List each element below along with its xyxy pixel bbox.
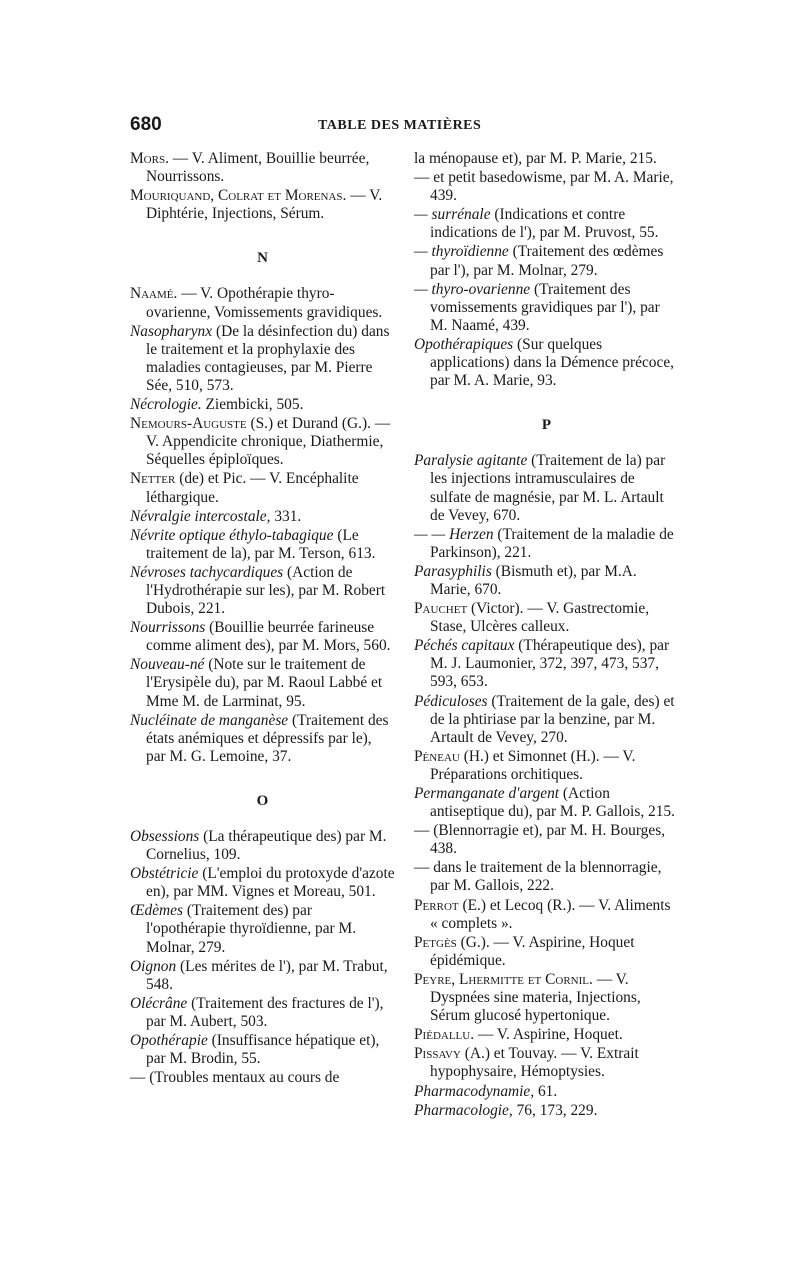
entry-heading: Oignon	[130, 957, 177, 975]
n-entries-group	[130, 285, 395, 765]
index-entry	[414, 452, 679, 524]
entry-heading: Obsessions	[130, 828, 200, 845]
entry-text: (Insuffisance hépatique et), par M. Brodin, 55.	[146, 1032, 380, 1068]
o-continued-entries-group	[414, 150, 679, 390]
entry-text: (Traitement de la) par les injections intramusculaires de sulfate de magnésie, par M. L. Artault de Vevey, 670.	[430, 452, 666, 524]
index-entry	[414, 785, 679, 821]
entry-text: (G.). — V. Aspirine, Hoquet épidémique.	[430, 933, 635, 969]
entry-heading: Névroses tachycardiques	[130, 563, 284, 581]
entry-heading: Perrot	[414, 896, 459, 914]
index-entry	[414, 243, 679, 279]
entry-text: (Action antiseptique du), par M. P. Gallois, 215.	[430, 785, 675, 821]
index-entry	[414, 1083, 679, 1101]
index-entry	[130, 1032, 395, 1068]
index-entry	[414, 971, 679, 1025]
entry-text: (H.) et Simonnet (H.). — V. Préparations orchitiques.	[430, 747, 636, 783]
entry-text: (Traitement des états anémiques et dépressifs par le), par M. G. Lemoine, 37.	[146, 711, 389, 765]
index-entry	[414, 934, 679, 970]
entry-heading: Obstétricie	[130, 865, 199, 883]
entry-heading: Péneau	[414, 747, 460, 765]
entry-text: (Traitement des) par l'opothérapie thyroïdienne, par M. Molnar, 279.	[146, 902, 357, 956]
index-entry	[130, 902, 395, 956]
index-entry	[130, 415, 395, 469]
entry-text: (Troubles mentaux au cours de	[149, 1069, 340, 1087]
entry-heading: Mors.	[130, 150, 169, 167]
section-letter-p: P	[541, 417, 552, 434]
section-letter-n: N	[257, 250, 268, 267]
entry-text: dans le traitement de la blennorragie, par M. Gallois, 222.	[430, 859, 662, 895]
page-number: 680	[130, 114, 162, 135]
entry-text: — V. Aliment, Bouillie beurrée, Nourrissons.	[146, 150, 370, 186]
entry-text: (Bouillie beurrée farineuse comme aliment des), par M. Mors, 560.	[146, 619, 391, 655]
entry-heading: Paralysie agitante	[414, 452, 528, 470]
entry-text: (Thérapeutique des), par M. J. Laumonier, 372, 397, 473, 537, 593, 653.	[430, 637, 670, 691]
m-entries-group	[130, 150, 395, 223]
index-entry	[414, 637, 679, 691]
entry-heading: Pharmacologie,	[414, 1101, 513, 1119]
entry-heading: Péchés capitaux	[414, 637, 515, 655]
entry-text: (Blennorragie et), par M. H. Bourges, 438.	[430, 822, 666, 858]
entry-heading: Nemours-Auguste	[130, 415, 247, 433]
entry-text: (Action de l'Hydrothérapie sur les), par M. Robert Dubois, 221.	[146, 563, 386, 618]
entry-heading: —	[130, 1069, 146, 1087]
index-entry	[130, 285, 395, 321]
entry-heading: Pédiculoses	[414, 692, 488, 710]
entry-text: (Indications et contre indications de l'), par M. Pruvost, 55.	[430, 206, 659, 242]
index-entry	[414, 693, 679, 747]
entry-heading: Pharmacodynamie,	[414, 1082, 535, 1100]
entry-text: (A.) et Touvay. — V. Extrait hypophysaire, Hémoptysies.	[430, 1045, 639, 1081]
entry-heading: Nouveau-né	[130, 656, 205, 674]
p-entries-group	[414, 452, 679, 1119]
index-entry	[130, 958, 395, 994]
entry-text: (Victor). — V. Gastrectomie, Stase, Ulcères calleux.	[430, 600, 650, 636]
entry-heading: Œdèmes	[130, 902, 183, 920]
entry-heading: Netter	[130, 470, 176, 488]
entry-text: 76, 173, 229.	[516, 1101, 598, 1119]
entry-text: (Bismuth et), par M.A. Marie, 670.	[430, 562, 637, 598]
entry-text: (La thérapeutique des) par M. Cornelius, 109.	[146, 828, 387, 864]
index-entry	[414, 822, 679, 858]
entry-text: (Traitement de la maladie de Parkinson), 221.	[430, 525, 674, 561]
entry-heading: —	[414, 822, 430, 840]
index-entry	[414, 526, 679, 562]
entry-text: (De la désinfection du) dans le traitement et la prophylaxie des maladies contagieuses, par M. Pierre Sée, 510, 573.	[146, 322, 390, 394]
entry-heading: Pauchet	[414, 600, 468, 618]
o-entries-group	[130, 828, 395, 1087]
entry-text: la ménopause et), par M. P. Marie, 215.	[414, 150, 657, 167]
index-entry	[130, 619, 395, 655]
index-entry	[130, 995, 395, 1031]
index-entry	[130, 396, 395, 414]
entry-text: (Traitement des vomissements gravidiques par l'), par M. Naamé, 439.	[430, 280, 660, 334]
index-entry	[414, 169, 679, 205]
index-entry	[130, 712, 395, 766]
index-entry	[130, 508, 395, 526]
entry-text: (Les mérites de l'), par M. Trabut, 548.	[146, 957, 388, 993]
index-entry	[130, 1069, 395, 1087]
entry-heading: Petgès	[414, 933, 457, 951]
index-entry	[414, 1026, 679, 1044]
entry-heading: Opothérapie	[130, 1032, 208, 1050]
index-entry	[414, 1102, 679, 1120]
entry-heading: Peyre, Lhermitte et Cornil.	[414, 970, 593, 988]
index-entry	[130, 323, 395, 395]
index-entry	[414, 600, 679, 636]
entry-text: — V. Aspirine, Hoquet.	[477, 1026, 623, 1044]
entry-heading: Névralgie intercostale,	[130, 507, 271, 525]
entry-heading: Naamé.	[130, 285, 178, 303]
left-column	[130, 150, 395, 1088]
entry-heading: Nasopharynx	[130, 322, 213, 340]
index-entry	[130, 527, 395, 563]
index-entry	[414, 150, 679, 168]
index-entry	[414, 1045, 679, 1081]
entry-heading: — thyro-ovarienne	[414, 280, 531, 298]
entry-text: (Sur quelques applications) dans la Démence précoce, par M. A. Marie, 93.	[430, 335, 674, 390]
entry-heading: Nourrissons	[130, 619, 206, 637]
index-entry	[414, 206, 679, 242]
entry-text: (L'emploi du protoxyde d'azote en), par MM. Vignes et Moreau, 501.	[146, 865, 395, 901]
entry-text: — V. Dyspnées sine materia, Injections, Sérum glucosé hypertonique.	[430, 970, 641, 1025]
entry-text: (E.) et Lecoq (R.). — V. Aliments « complets ».	[430, 896, 671, 932]
index-entry	[414, 281, 679, 335]
page-header	[130, 114, 678, 144]
index-entry	[130, 187, 395, 223]
entry-heading: Pissavy	[414, 1045, 461, 1063]
entry-text: (de) et Pic. — V. Encéphalite léthargique.	[146, 470, 359, 506]
entry-heading: Piédallu.	[414, 1026, 475, 1044]
entry-text: Ziembicki, 505.	[205, 396, 304, 414]
index-entry	[414, 336, 679, 390]
index-entry	[414, 748, 679, 784]
index-entry	[130, 470, 395, 506]
entry-text: 331.	[274, 507, 302, 525]
entry-heading: Permanganate d'argent	[414, 785, 560, 802]
entry-heading: Mouriquand, Colrat et Morenas.	[130, 187, 347, 205]
index-entry	[130, 656, 395, 710]
entry-heading: —	[414, 169, 430, 187]
index-entry	[130, 150, 395, 186]
entry-text: — V. Diphtérie, Injections, Sérum.	[146, 187, 383, 223]
entry-heading: Opothérapiques	[414, 335, 514, 353]
entry-heading: Nucléinate de manganèse	[130, 711, 289, 729]
right-column	[414, 150, 679, 1121]
index-entry	[414, 563, 679, 599]
entry-heading: — thyroïdienne	[414, 243, 509, 261]
entry-heading: Parasyphilis	[414, 562, 492, 580]
entry-heading: — — Herzen	[414, 525, 494, 543]
index-entry	[130, 865, 395, 901]
entry-heading: Nécrologie.	[130, 396, 202, 414]
entry-heading: Olécrâne	[130, 994, 188, 1012]
entry-heading: — surrénale	[414, 206, 491, 224]
index-entry	[414, 859, 679, 895]
section-letter-o: O	[256, 792, 269, 809]
entry-text: (S.) et Durand (G.). — V. Appendicite chronique, Diathermie, Séquelles épiploïques.	[146, 415, 391, 469]
entry-text: et petit basedowisme, par M. A. Marie, 439.	[430, 169, 674, 205]
entry-text: (Note sur le traitement de l'Erysipèle du), par M. Raoul Labbé et Mme M. de Larminat, 95.	[146, 656, 383, 710]
entry-heading: —	[414, 859, 430, 877]
index-entry	[130, 564, 395, 618]
index-entry	[130, 828, 395, 864]
entry-text: (Traitement de la gale, des) et de la phtiriase par la benzine, par M. Artault de Vevey, 270.	[430, 692, 675, 746]
entry-text: — V. Opothérapie thyro-ovarienne, Vomissements gravidiques.	[146, 285, 383, 321]
entry-text: (Traitement des fractures de l'), par M. Aubert, 503.	[146, 994, 384, 1030]
entry-heading: Névrite optique éthylo-tabagique	[130, 526, 334, 544]
running-head: TABLE DES MATIÈRES	[318, 118, 482, 133]
entry-text: (Le traitement de la), par M. Terson, 613.	[146, 526, 376, 562]
entry-text: 61.	[537, 1082, 558, 1100]
entry-text: (Traitement des œdèmes par l'), par M. Molnar, 279.	[430, 243, 664, 279]
index-entry	[414, 897, 679, 933]
